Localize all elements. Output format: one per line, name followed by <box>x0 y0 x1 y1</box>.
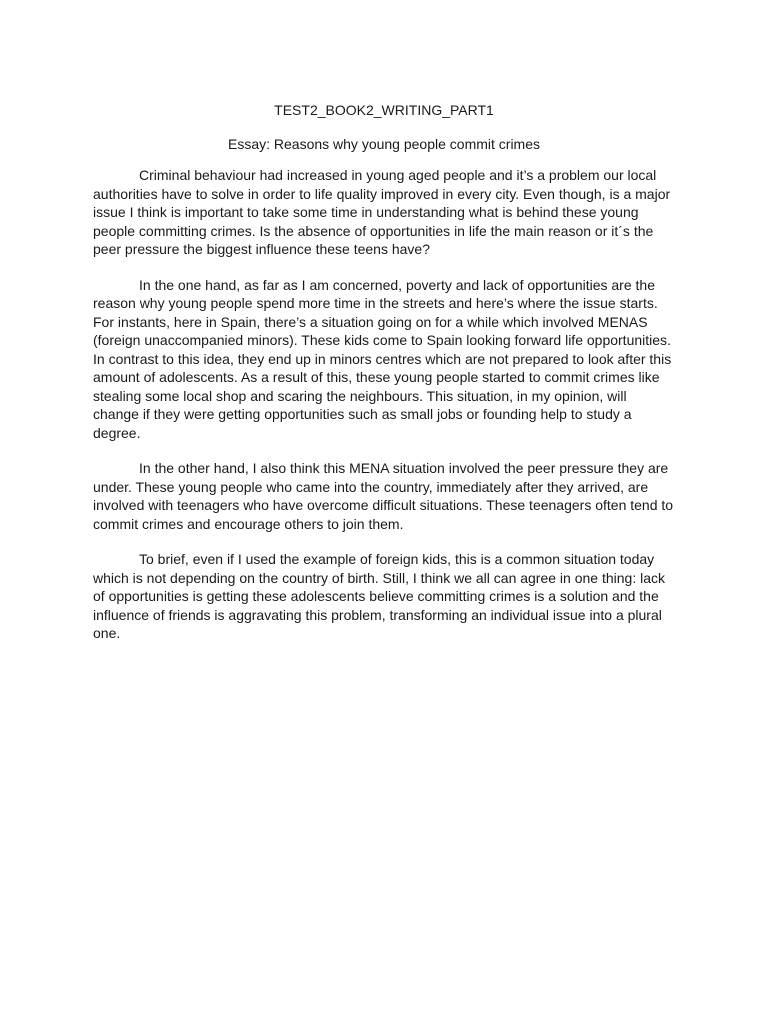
essay-title: Essay: Reasons why young people commit crimes <box>227 136 541 152</box>
document-header-title: TEST2_BOOK2_WRITING_PART1 <box>274 102 494 118</box>
essay-paragraph-2: In the one hand, as far as I am concerned, poverty and lack of opportunities are the reason why young people spend more time in the streets and here’s where the issue starts. For instants, here in Spain, there’s a situation going on for a while which involved MENAS (foreign unaccompanied minors). These kids come to Spain looking forward life opportunities. In contrast to this idea, they end up in minors centres which are not prepared to look after this amount of adolescents. As a result of this, these young people started to commit crimes like stealing some local shop and scaring the neighbours. This situation, in my opinion, will change if they were getting opportunities such as small jobs or founding help to study a degree. <box>93 276 672 441</box>
essay-paragraph-4: To brief, even if I used the example of foreign kids, this is a common situation today which is not depending on the country of birth. Still, I think we all can agree in one thing: lack of opportunities is getting these adolescents believe committing crimes is a solution and the influence of friends is aggravating this problem, transforming an individual issue into a plural one. <box>93 551 666 641</box>
essay-paragraph-1: Criminal behaviour had increased in young aged people and it’s a problem our local authorities have to solve in order to life quality improved in every city. Even though, is a major issue I think is important to take some time in understanding what is behind these young people committing crimes. Is the absence of opportunities in life the main reason or it´s the peer pressure the biggest influence these teens have? <box>93 167 671 257</box>
essay-paragraph-3: In the other hand, I also think this MENA situation involved the peer pressure they are under. These young people who came into the country, immediately after they arrived, are involved with teenagers who have overcome difficult situations. These teenagers often tend to commit crimes and encourage others to join them. <box>93 460 674 532</box>
essay-body <box>93 166 676 660</box>
